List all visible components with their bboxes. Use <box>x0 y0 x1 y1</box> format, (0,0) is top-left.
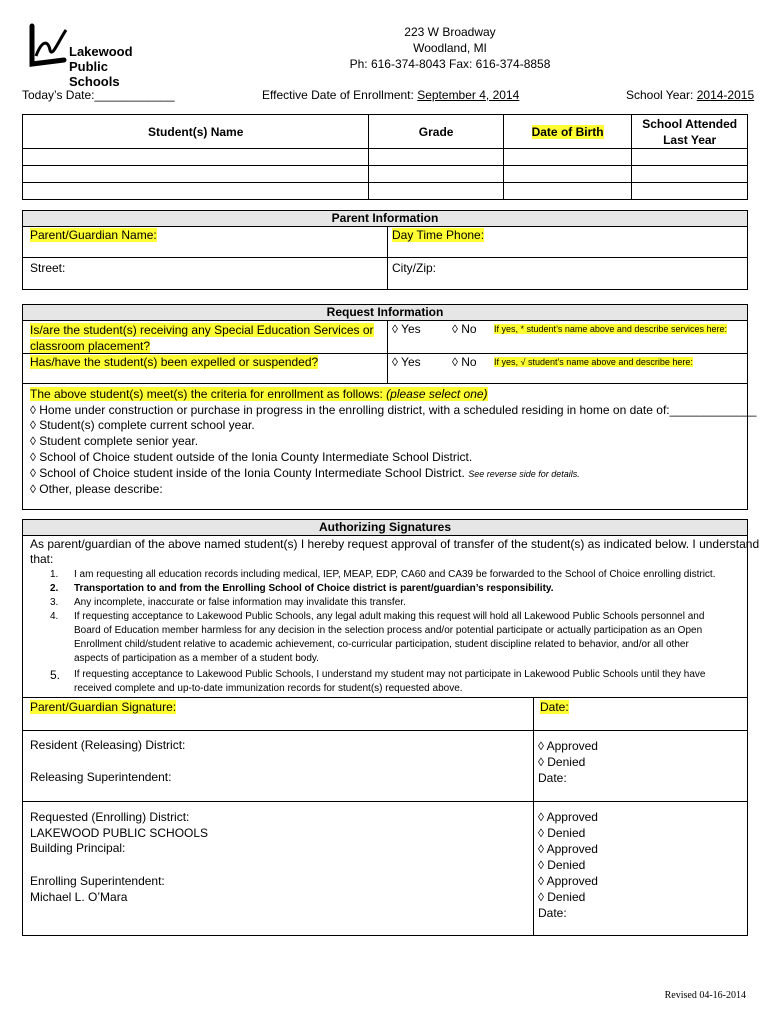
school-year-value: 2014-2015 <box>696 88 755 102</box>
item-number: 1. <box>50 569 59 580</box>
criteria-option-home-construction[interactable]: ◊ Home under construction or purchase in progress in the enrolling district, with a scheduled residing in home on date of:_____________ <box>30 403 757 417</box>
col-date-of-birth: Date of Birth <box>503 115 631 149</box>
students-table-header <box>23 115 748 149</box>
releasing-date-field[interactable]: Date: <box>538 771 567 785</box>
request-info-title: Request Information <box>23 305 747 320</box>
parent-signature-field[interactable]: Parent/Guardian Signature: <box>30 700 177 714</box>
address-line-1: 223 W Broadway <box>404 25 496 39</box>
col-student-name: Student(s) Name <box>23 115 369 149</box>
expelled-yes-option[interactable]: ◊ Yes <box>392 355 421 369</box>
enrolling-approval <box>538 809 598 921</box>
criteria-option-senior-year[interactable]: ◊ Student complete senior year. <box>30 434 199 448</box>
revised-date: Revised 04-16-2014 <box>664 990 746 1001</box>
school-year-label: School Year: <box>626 88 694 102</box>
approved-option[interactable]: ◊ Approved <box>538 810 598 824</box>
expelled-question: Has/have the student(s) been expelled or suspended? <box>30 355 319 369</box>
street-field[interactable]: Street: <box>30 261 66 275</box>
denied-option[interactable]: ◊ Denied <box>538 755 586 769</box>
signatures-intro: As parent/guardian of the above named student(s) I hereby request approval of transfer of the student(s) as indicated below. I understand that: <box>30 537 760 566</box>
item-number: 2. <box>50 583 59 594</box>
school-logo <box>22 20 147 89</box>
building-principal-field[interactable]: Building Principal: <box>30 841 126 855</box>
phone-fax: Ph: 616-374-8043 Fax: 616-374-8858 <box>349 57 551 71</box>
parent-signature-date-field[interactable]: Date: <box>540 700 569 714</box>
table-row[interactable] <box>23 166 748 183</box>
effective-date-field <box>262 88 519 102</box>
criteria-intro: The above student(s) meet(s) the criteria for enrollment as follows: (please select one) <box>30 387 488 401</box>
denied-option[interactable]: ◊ Denied <box>538 858 586 872</box>
day-phone-field[interactable]: Day Time Phone: <box>392 228 485 242</box>
enrolling-date-field[interactable]: Date: <box>538 906 567 920</box>
terms-item: If requesting acceptance to Lakewood Public Schools, I understand my student may not participate in Lakewood Public Schools until they have received complete and up-to-date immunization records for student(s) requested above. <box>74 669 706 694</box>
item-number: 3. <box>50 597 59 608</box>
logo-text-public-schools: Public Schools <box>69 59 120 89</box>
enrolling-superintendent-field[interactable]: Enrolling Superintendent: Michael L. O’Mara <box>30 874 165 904</box>
signatures-title: Authorizing Signatures <box>23 520 747 535</box>
item-number: 5. <box>50 668 61 682</box>
criteria-option-other[interactable]: ◊ Other, please describe: <box>30 482 163 496</box>
approved-option[interactable]: ◊ Approved <box>538 842 598 856</box>
logo-text-lakewood: Lakewood <box>69 44 133 59</box>
special-ed-no-option[interactable]: ◊ No <box>452 322 477 336</box>
todays-date-field[interactable] <box>22 88 175 102</box>
approved-option[interactable]: ◊ Approved <box>538 874 598 888</box>
effective-date-label: Effective Date of Enrollment: <box>262 88 414 102</box>
approved-option[interactable]: ◊ Approved <box>538 739 598 753</box>
col-school-attended: School Attended Last Year <box>632 115 748 149</box>
requested-district-field[interactable]: Requested (Enrolling) District: LAKEWOOD PUBLIC SCHOOLS <box>30 810 209 840</box>
students-table <box>22 114 748 200</box>
terms-item: Transportation to and from the Enrolling School of Choice district is parent/guardian’s responsibility. <box>74 583 554 594</box>
releasing-superintendent-field[interactable]: Releasing Superintendent: <box>30 770 172 784</box>
parent-name-field[interactable]: Parent/Guardian Name: <box>30 228 157 242</box>
col-grade: Grade <box>369 115 503 149</box>
resident-approval <box>538 738 598 786</box>
denied-option[interactable]: ◊ Denied <box>538 826 586 840</box>
special-ed-question: Is/are the student(s) receiving any Special Education Services or classroom placement? <box>30 323 374 353</box>
city-zip-field[interactable]: City/Zip: <box>392 261 437 275</box>
expelled-no-option[interactable]: ◊ No <box>452 355 477 369</box>
todays-date-label: Today’s Date: <box>22 88 95 102</box>
expelled-note: If yes, √ student’s name above and describe here: <box>494 357 693 367</box>
resident-district-field[interactable]: Resident (Releasing) District: <box>30 738 186 752</box>
special-ed-yes-option[interactable]: ◊ Yes <box>392 322 421 336</box>
address-line-2: Woodland, MI <box>413 41 487 55</box>
special-ed-note: If yes, * student’s name above and describe services here: <box>494 324 727 334</box>
table-row[interactable] <box>23 183 748 200</box>
item-number: 4. <box>50 611 59 622</box>
school-year-field <box>626 88 754 102</box>
terms-item: Any incomplete, inaccurate or false information may invalidate this transfer. <box>74 597 406 608</box>
criteria-option-inside-isd[interactable]: ◊ School of Choice student inside of the Ionia County Intermediate School District. See reverse side for details. <box>30 466 580 480</box>
criteria-option-complete-year[interactable]: ◊ Student(s) complete current school year. <box>30 418 255 432</box>
terms-item: I am requesting all education records including medical, IEP, MEAP, EDP, CA60 and CA39 be forwarded to the School of Choice enrolling district. <box>74 569 716 580</box>
effective-date-value: September 4, 2014 <box>417 88 520 102</box>
parent-info-title: Parent Information <box>23 211 747 226</box>
school-address <box>300 24 600 72</box>
terms-item: If requesting acceptance to Lakewood Public Schools, any legal adult making this request will hold all Lakewood Public Schools personnel and Board of Education member harmless for any decision in the selection process and/or potential participate or actually participation as an Open Enrollment child/student relative to academic achievement, co-curricular participation, student discipline related to behavior, and/or all other aspects of participation as a member of a student body. <box>74 611 705 664</box>
todays-date-blank: ____________ <box>94 88 175 102</box>
criteria-option-outside-isd[interactable]: ◊ School of Choice student outside of the Ionia County Intermediate School District. <box>30 450 473 464</box>
table-row[interactable] <box>23 149 748 166</box>
denied-option[interactable]: ◊ Denied <box>538 890 586 904</box>
